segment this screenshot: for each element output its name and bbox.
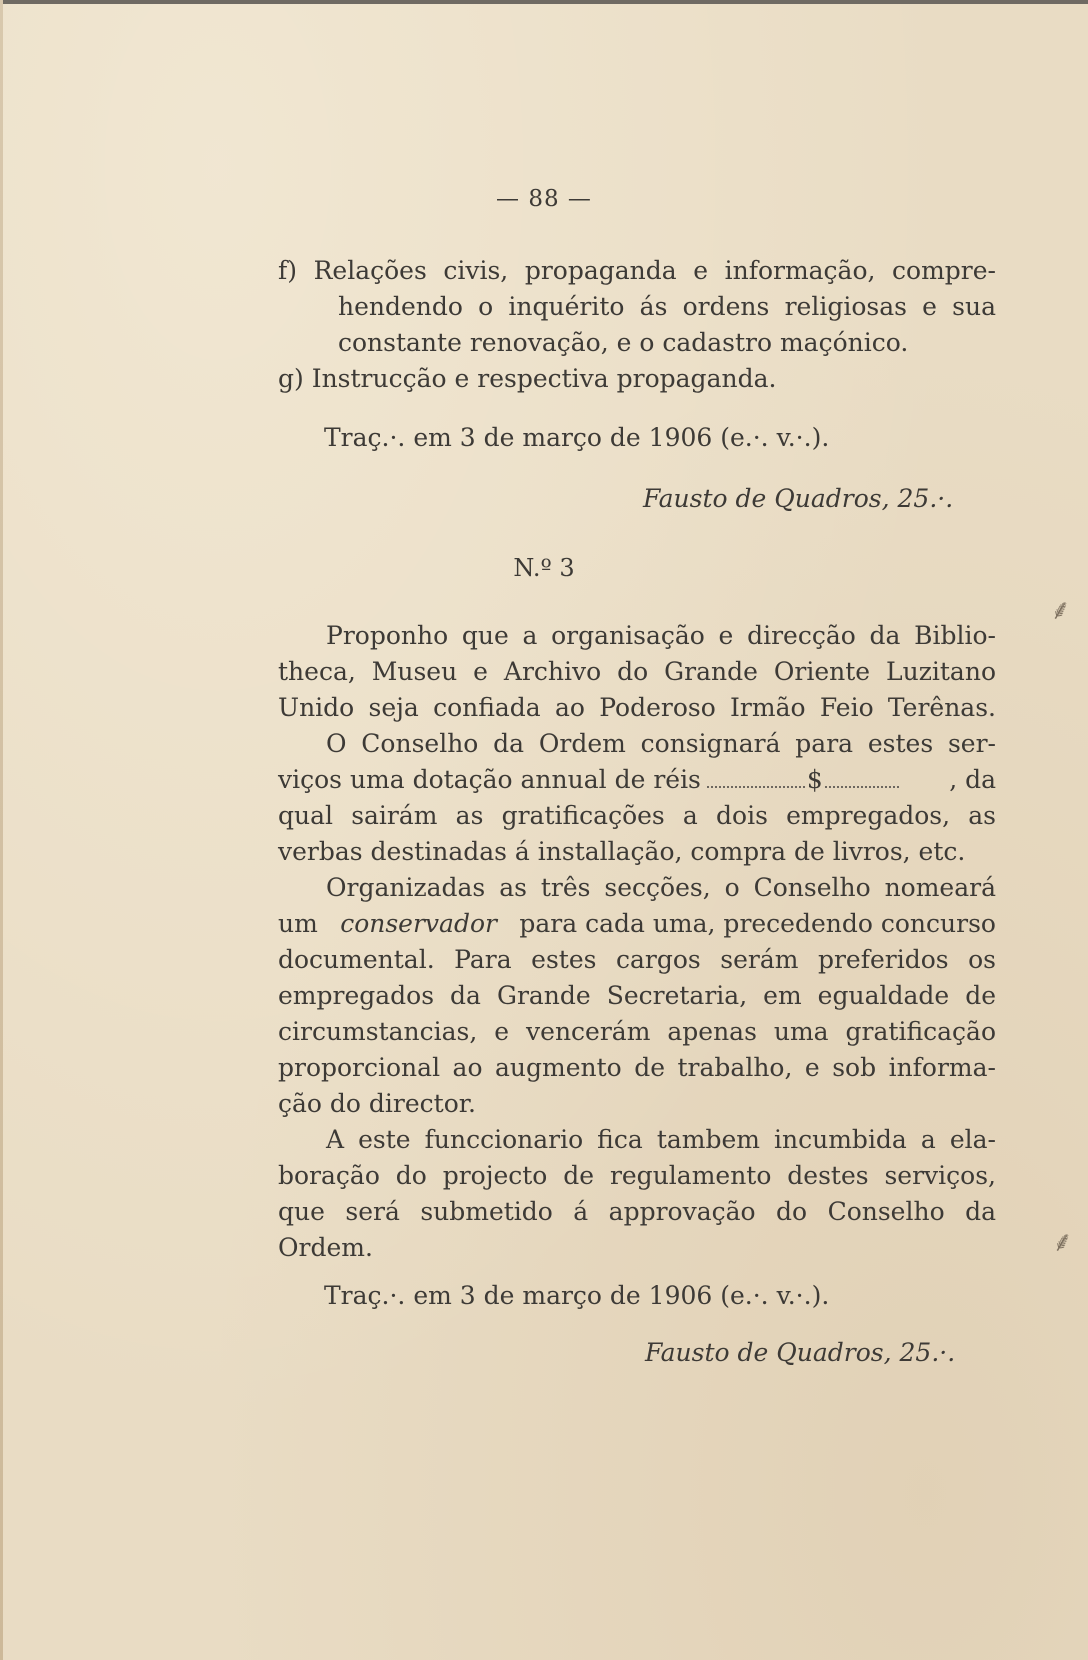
currency-symbol: $ (806, 765, 823, 794)
section-2-signature: Fausto de Quadros, 25.·. (645, 1338, 956, 1367)
text-line: g) Instrucção e respectiva propaganda. (278, 364, 777, 393)
section-2-text (278, 618, 996, 1266)
conservador-before: um (278, 909, 318, 938)
text-line: hendendo o inquérito ás ordens religiosas e sua (338, 292, 996, 321)
section-1-date (324, 420, 1042, 456)
text-line: constante renovação, e o cadastro maçónico. (338, 328, 909, 357)
date-line: Traç.·. em 3 de março de 1906 (e.·. v.·.). (324, 1281, 830, 1310)
conservador-line (278, 906, 996, 942)
date-line: Traç.·. em 3 de março de 1906 (e.·. v.·.). (324, 423, 830, 452)
text-line: empregados da Grande Secretaria, em egualdade de (278, 981, 996, 1010)
dotation-line (278, 762, 996, 798)
page-left-edge (0, 0, 3, 1660)
text-line: verbas destinadas á installação, compra de livros, etc. (278, 837, 966, 866)
text-line: Organizadas as três secções, o Conselho nomeará (326, 873, 996, 902)
text-line: que será submetido á approvação do Conselho da (278, 1197, 996, 1226)
text-line: theca, Museu e Archivo do Grande Oriente Luzitano (278, 657, 996, 686)
section-1-signature: Fausto de Quadros, 25.·. (643, 484, 954, 513)
section-2-heading: N.º 3 (513, 554, 575, 582)
margin-mark: ⸙ (1050, 593, 1072, 626)
dotation-after: , da (949, 765, 996, 794)
dotted-blank (707, 766, 805, 788)
page-top-edge (0, 0, 1088, 4)
text-line: Ordem. (278, 1233, 373, 1262)
conservador-italic: conservador (340, 909, 497, 938)
text-line: A este funccionario fica tambem incumbida a ela- (326, 1125, 996, 1154)
dotted-blank (825, 766, 899, 788)
text-line: boração do projecto de regulamento destes serviços, (278, 1161, 996, 1190)
text-line: Proponho que a organisação e direcção da Biblio- (326, 621, 996, 650)
text-line: documental. Para estes cargos serám preferidos os (278, 945, 996, 974)
text-line: proporcional ao augmento de trabalho, e sob informa- (278, 1053, 996, 1082)
margin-mark: ⸙ (1052, 1225, 1074, 1258)
text-line: f) Relações civis, propaganda e informação, compre- (278, 256, 996, 285)
text-line: ção do director. (278, 1089, 476, 1118)
dotation-before: viços uma dotação annual de réis (278, 765, 701, 794)
section-1-text (278, 253, 996, 397)
section-2-date (324, 1278, 1042, 1314)
text-line: qual sairám as gratificações a dois empregados, as (278, 801, 996, 830)
text-line: Unido seja confiada ao Poderoso Irmão Feio Terênas. (278, 693, 996, 722)
text-line: O Conselho da Ordem consignará para estes ser- (326, 729, 996, 758)
conservador-after: para cada uma, precedendo concurso (519, 909, 996, 938)
text-line: circumstancias, e vencerám apenas uma gratificação (278, 1017, 996, 1046)
page-number: — 88 — (496, 186, 592, 212)
